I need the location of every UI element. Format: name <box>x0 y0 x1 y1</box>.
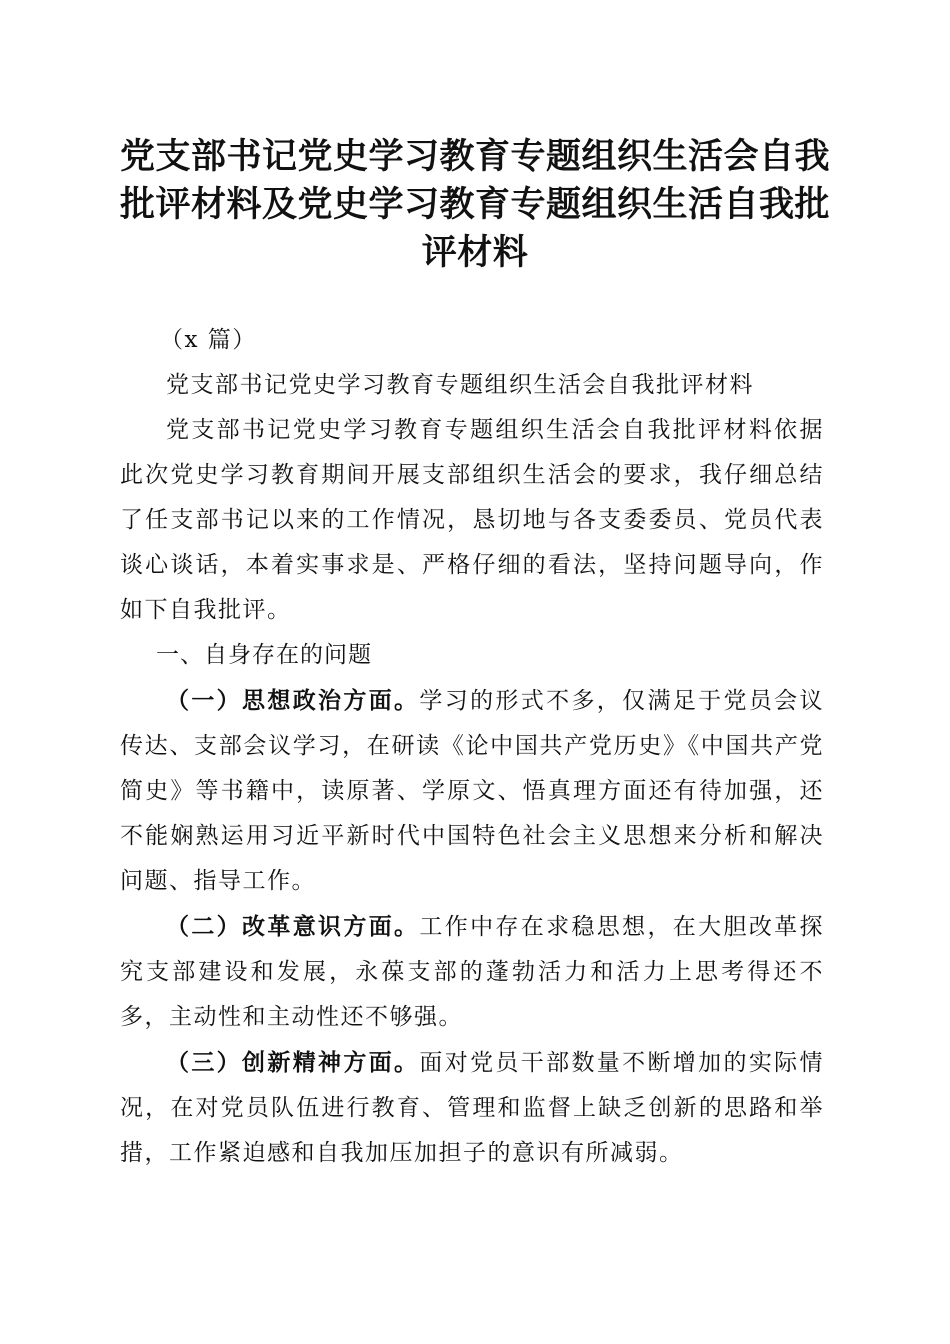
document-name: 党支部书记党史学习教育专题组织生活会自我批评材料 <box>166 372 754 398</box>
problem-item-2 <box>120 904 824 1040</box>
problem-item-3-lead: （三）创新精神方面。 <box>166 1049 420 1076</box>
problem-item-1 <box>120 678 824 904</box>
problem-item-2-text: 工作中存在求稳思想，在大胆改革探究支部建设和发展，永葆支部的蓬勃活力和活力上思考得还不多，主动性和主动性还不够强。 <box>120 914 825 1030</box>
document-title: 党支部书记党史学习教育专题组织生活会自我批评材料及党史学习教育专题组织生活自我批评材料 <box>119 137 830 273</box>
problem-item-3-text: 面对党员干部数量不断增加的实际情况，在对党员队伍进行教育、管理和监督上缺乏创新的思路和举措，工作紧迫感和自我加压加担子的意识有所减弱。 <box>120 1050 825 1166</box>
intro-paragraph: 党支部书记党史学习教育专题组织生活会自我批评材料依据此次党史学习教育期间开展支部组织生活会的要求，我仔细总结了任支部书记以来的工作情况，恳切地与各支委委员、党员代表谈心谈话，本着实事求是、严格仔细的看法，坚持问题导向，作如下自我批评。 <box>120 417 824 623</box>
problem-item-1-lead: （一）思想政治方面。 <box>166 687 420 714</box>
problem-item-2-lead: （二）改革意识方面。 <box>166 913 420 940</box>
section-heading: 一、自身存在的问题 <box>156 642 372 668</box>
problem-item-3 <box>120 1040 824 1176</box>
document-body <box>120 318 824 1176</box>
problem-item-1-text: 学习的形式不多，仅满足于党员会议传达、支部会议学习，在研读《论中国共产党历史》《中国共产党简史》等书籍中，读原著、学原文、悟真理方面还有待加强，还不能娴熟运用习近平新时代中国特色社会主义思想来分析和解决问题、指导工作。 <box>120 688 825 894</box>
article-count: （x 篇） <box>160 327 257 353</box>
